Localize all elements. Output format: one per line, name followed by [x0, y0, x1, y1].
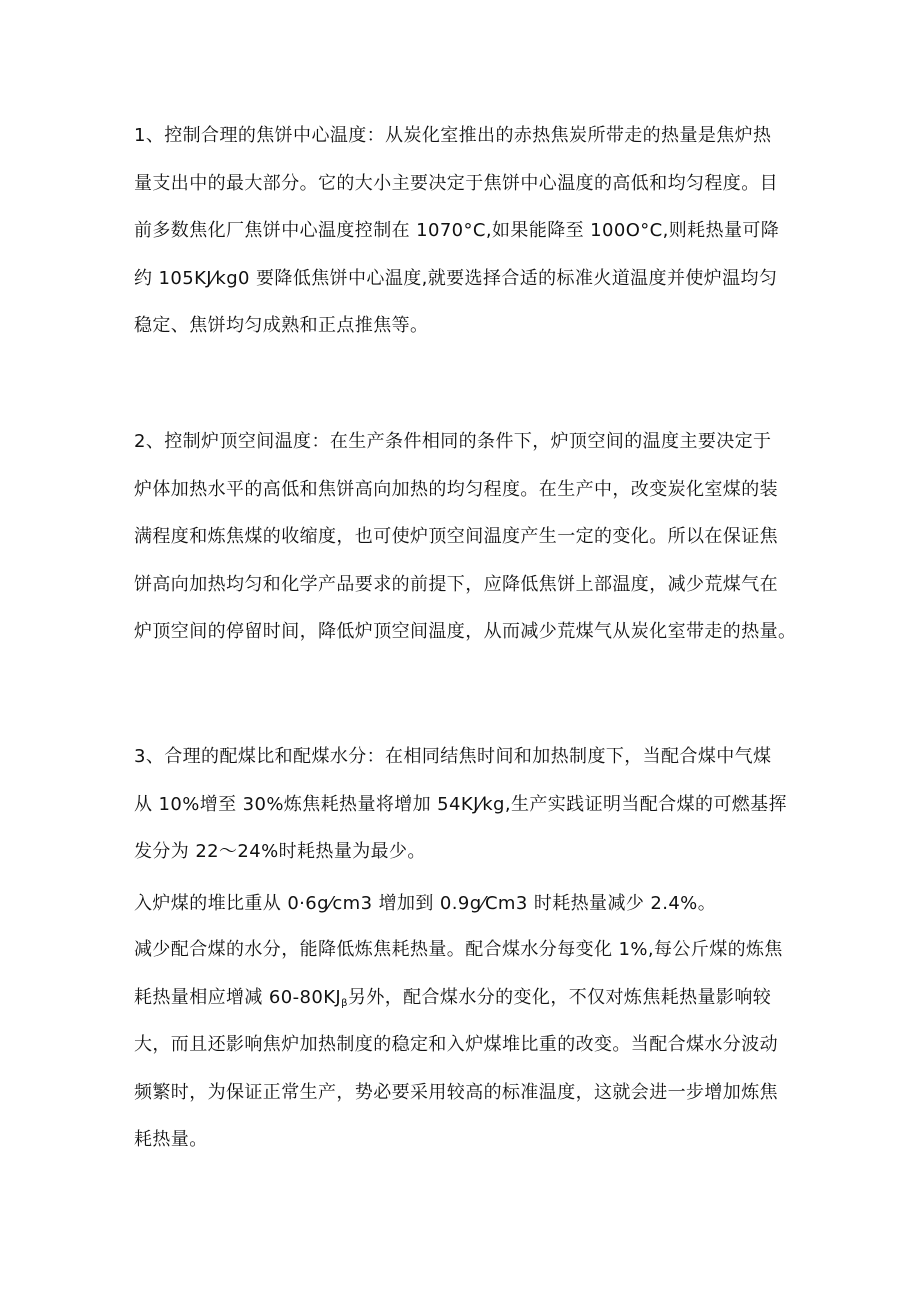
paragraph-coal-blend-ratio-moisture	[134, 733, 794, 876]
text-line: 入炉煤的堆比重从 0·6g⁄cm3 增加到 0.9g⁄Cm3 时耗热量减少 2.4%。	[134, 893, 717, 914]
text-line: 大，而且还影响焦炉加热制度的稳定和入炉煤堆比重的改变。当配合煤水分波动	[134, 1034, 778, 1055]
text-line: 饼高向加热均匀和化学产品要求的前提下，应降低焦饼上部温度，减少荒煤气在	[134, 573, 778, 595]
text-line: 量支出中的最大部分。它的大小主要决定于焦饼中心温度的高低和均匀程度。目	[134, 172, 778, 194]
paragraph-oven-top-space-temperature	[134, 418, 797, 656]
text-segment: 另外，配合煤水分的变化，不仅对炼焦耗热量影响较	[347, 986, 772, 1008]
paragraph-coke-cake-center-temperature	[134, 112, 794, 350]
subscript-beta: β	[341, 997, 348, 1009]
text-line: 减少配合煤的水分，能降低炼焦耗热量。配合煤水分每变化 1%,每公斤煤的炼焦	[134, 939, 783, 960]
text-segment: 耗热量相应增减 60-80KJ	[134, 986, 342, 1008]
paragraph-bulk-density	[134, 880, 794, 928]
text-line: 耗热量。	[134, 1129, 208, 1150]
text-line: 炉顶空间的停留时间，降低炉顶空间温度，从而减少荒煤气从炭化室带走的热量。	[134, 621, 797, 642]
text-line: 稳定、焦饼均匀成熟和正点推焦等。	[134, 315, 429, 336]
text-line: 频繁时，为保证正常生产，势必要采用较高的标准温度，这就会进一步增加炼焦	[134, 1081, 778, 1103]
text-line: 1、控制合理的焦饼中心温度：从炭化室推出的赤热焦炭所带走的热量是焦炉热	[134, 125, 772, 146]
text-line: 2、控制炉顶空间温度：在生产条件相同的条件下，炉顶空间的温度主要决定于	[134, 431, 772, 452]
text-line: 前多数焦化厂焦饼中心温度控制在 1070°C,如果能降至 100O°C,则耗热量可降	[134, 220, 780, 241]
text-line: 从 10%增至 30%炼焦耗热量将增加 54KJ⁄kg,生产实践证明当配合煤的可燃基挥	[134, 793, 787, 815]
text-line: 3、合理的配煤比和配煤水分：在相同结焦时间和加热制度下，当配合煤中气煤	[134, 746, 772, 767]
paragraph-coal-moisture-reduction	[134, 926, 794, 1164]
text-line: 发分为 22～24%时耗热量为最少。	[134, 841, 426, 862]
text-line: 满程度和炼焦煤的收缩度，也可使炉顶空间温度产生一定的变化。所以在保证焦	[134, 526, 778, 547]
text-line	[134, 974, 794, 1022]
text-line: 约 105KJ⁄kg0 要降低焦饼中心温度,就要选择合适的标准火道温度并使炉温均匀	[134, 267, 778, 289]
text-line: 炉体加热水平的高低和焦饼高向加热的均匀程度。在生产中，改变炭化室煤的装	[134, 478, 778, 500]
